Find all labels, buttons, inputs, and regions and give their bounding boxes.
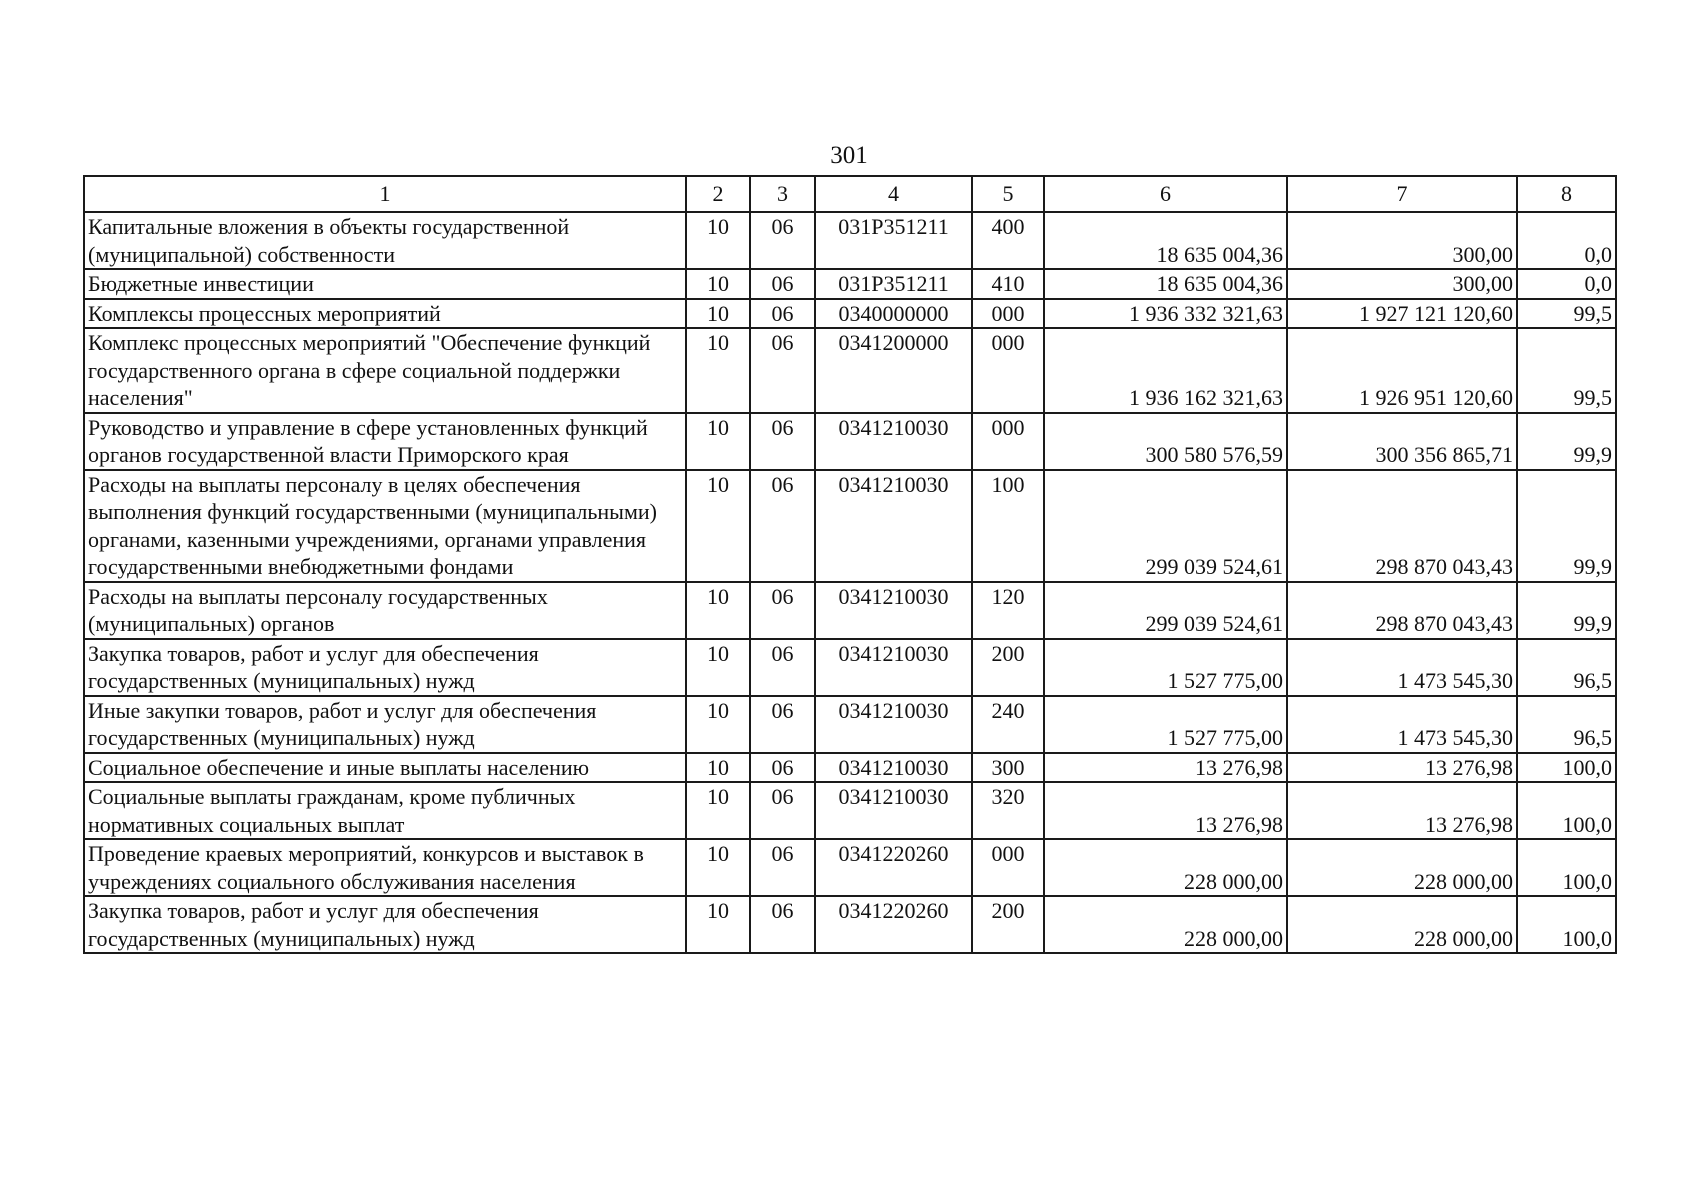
cell-percent: 100,0 [1517,896,1616,953]
cell-executed: 298 870 043,43 [1287,470,1517,582]
page-number: 301 [830,142,868,169]
cell-name: Социальное обеспечение и иные выплаты населению [84,753,686,783]
col-header: 2 [686,176,750,212]
cell-section: 10 [686,269,750,299]
cell-subsection: 06 [750,269,815,299]
cell-planned: 299 039 524,61 [1044,582,1287,639]
cell-expense-type: 000 [972,299,1044,329]
cell-percent: 99,9 [1517,582,1616,639]
cell-percent: 99,9 [1517,470,1616,582]
cell-target-code: 0341220260 [815,839,972,896]
cell-planned: 300 580 576,59 [1044,413,1287,470]
cell-section: 10 [686,328,750,413]
budget-table [83,175,1617,954]
cell-section: 10 [686,212,750,269]
cell-section: 10 [686,470,750,582]
cell-expense-type: 000 [972,328,1044,413]
cell-name: Комплекс процессных мероприятий "Обеспечение функций государственного органа в сфере социальной поддержки населения" [84,328,686,413]
cell-planned: 1 527 775,00 [1044,639,1287,696]
cell-planned: 228 000,00 [1044,839,1287,896]
cell-subsection: 06 [750,582,815,639]
table-row [84,413,1616,470]
cell-executed: 300 356 865,71 [1287,413,1517,470]
cell-planned: 18 635 004,36 [1044,269,1287,299]
cell-percent: 96,5 [1517,696,1616,753]
cell-expense-type: 400 [972,212,1044,269]
table-row [84,839,1616,896]
table-row [84,896,1616,953]
cell-target-code: 0341220260 [815,896,972,953]
col-header: 6 [1044,176,1287,212]
cell-section: 10 [686,753,750,783]
cell-planned: 1 936 162 321,63 [1044,328,1287,413]
cell-target-code: 031Р351211 [815,212,972,269]
cell-expense-type: 200 [972,639,1044,696]
cell-name: Закупка товаров, работ и услуг для обеспечения государственных (муниципальных) нужд [84,896,686,953]
cell-target-code: 031Р351211 [815,269,972,299]
cell-percent: 100,0 [1517,839,1616,896]
cell-expense-type: 000 [972,413,1044,470]
cell-expense-type: 320 [972,782,1044,839]
cell-subsection: 06 [750,470,815,582]
cell-target-code: 0341210030 [815,782,972,839]
cell-executed: 1 926 951 120,60 [1287,328,1517,413]
table-row [84,753,1616,783]
cell-name: Комплексы процессных мероприятий [84,299,686,329]
cell-subsection: 06 [750,696,815,753]
cell-percent: 0,0 [1517,212,1616,269]
cell-expense-type: 300 [972,753,1044,783]
col-header: 5 [972,176,1044,212]
cell-target-code: 0341200000 [815,328,972,413]
cell-section: 10 [686,696,750,753]
cell-executed: 228 000,00 [1287,896,1517,953]
cell-percent: 0,0 [1517,269,1616,299]
cell-subsection: 06 [750,753,815,783]
cell-name: Расходы на выплаты персоналу государственных (муниципальных) органов [84,582,686,639]
cell-target-code: 0341210030 [815,582,972,639]
cell-expense-type: 120 [972,582,1044,639]
cell-name: Иные закупки товаров, работ и услуг для обеспечения государственных (муниципальных) нужд [84,696,686,753]
table-row [84,328,1616,413]
cell-subsection: 06 [750,782,815,839]
cell-name: Закупка товаров, работ и услуг для обеспечения государственных (муниципальных) нужд [84,639,686,696]
cell-planned: 1 527 775,00 [1044,696,1287,753]
cell-planned: 228 000,00 [1044,896,1287,953]
col-header: 1 [84,176,686,212]
cell-section: 10 [686,839,750,896]
cell-name: Капитальные вложения в объекты государственной (муниципальной) собственности [84,212,686,269]
col-header: 7 [1287,176,1517,212]
cell-target-code: 0341210030 [815,470,972,582]
cell-planned: 13 276,98 [1044,753,1287,783]
cell-percent: 99,5 [1517,328,1616,413]
table-row [84,782,1616,839]
cell-name: Бюджетные инвестиции [84,269,686,299]
cell-subsection: 06 [750,328,815,413]
cell-percent: 100,0 [1517,782,1616,839]
table-row [84,299,1616,329]
cell-name: Проведение краевых мероприятий, конкурсов и выставок в учреждениях социального обслуживания населения [84,839,686,896]
cell-percent: 96,5 [1517,639,1616,696]
cell-section: 10 [686,582,750,639]
cell-executed: 300,00 [1287,212,1517,269]
cell-executed: 298 870 043,43 [1287,582,1517,639]
cell-expense-type: 410 [972,269,1044,299]
cell-name: Руководство и управление в сфере установленных функций органов государственной власти Приморского края [84,413,686,470]
cell-subsection: 06 [750,896,815,953]
cell-executed: 300,00 [1287,269,1517,299]
cell-expense-type: 240 [972,696,1044,753]
cell-subsection: 06 [750,839,815,896]
cell-planned: 13 276,98 [1044,782,1287,839]
cell-percent: 99,5 [1517,299,1616,329]
cell-subsection: 06 [750,299,815,329]
cell-section: 10 [686,896,750,953]
cell-target-code: 0341210030 [815,696,972,753]
cell-expense-type: 200 [972,896,1044,953]
cell-target-code: 0341210030 [815,413,972,470]
cell-name: Расходы на выплаты персоналу в целях обеспечения выполнения функций государственными (муниципальными) органами, казенными учреждениями, органами управления государственными внебюджетными фондами [84,470,686,582]
table-row [84,696,1616,753]
table-row [84,269,1616,299]
header-row [84,176,1616,212]
cell-expense-type: 000 [972,839,1044,896]
cell-planned: 299 039 524,61 [1044,470,1287,582]
cell-executed: 13 276,98 [1287,753,1517,783]
table-row [84,470,1616,582]
table-row [84,582,1616,639]
cell-executed: 1 473 545,30 [1287,696,1517,753]
cell-executed: 13 276,98 [1287,782,1517,839]
cell-planned: 18 635 004,36 [1044,212,1287,269]
col-header: 8 [1517,176,1616,212]
table-row [84,639,1616,696]
cell-percent: 99,9 [1517,413,1616,470]
col-header: 3 [750,176,815,212]
cell-target-code: 0340000000 [815,299,972,329]
cell-expense-type: 100 [972,470,1044,582]
cell-section: 10 [686,782,750,839]
cell-section: 10 [686,413,750,470]
cell-target-code: 0341210030 [815,639,972,696]
col-header: 4 [815,176,972,212]
cell-target-code: 0341210030 [815,753,972,783]
cell-executed: 1 473 545,30 [1287,639,1517,696]
cell-section: 10 [686,299,750,329]
cell-name: Социальные выплаты гражданам, кроме публичных нормативных социальных выплат [84,782,686,839]
cell-subsection: 06 [750,639,815,696]
cell-subsection: 06 [750,413,815,470]
cell-percent: 100,0 [1517,753,1616,783]
table-row [84,212,1616,269]
cell-planned: 1 936 332 321,63 [1044,299,1287,329]
cell-executed: 228 000,00 [1287,839,1517,896]
cell-executed: 1 927 121 120,60 [1287,299,1517,329]
cell-section: 10 [686,639,750,696]
cell-subsection: 06 [750,212,815,269]
